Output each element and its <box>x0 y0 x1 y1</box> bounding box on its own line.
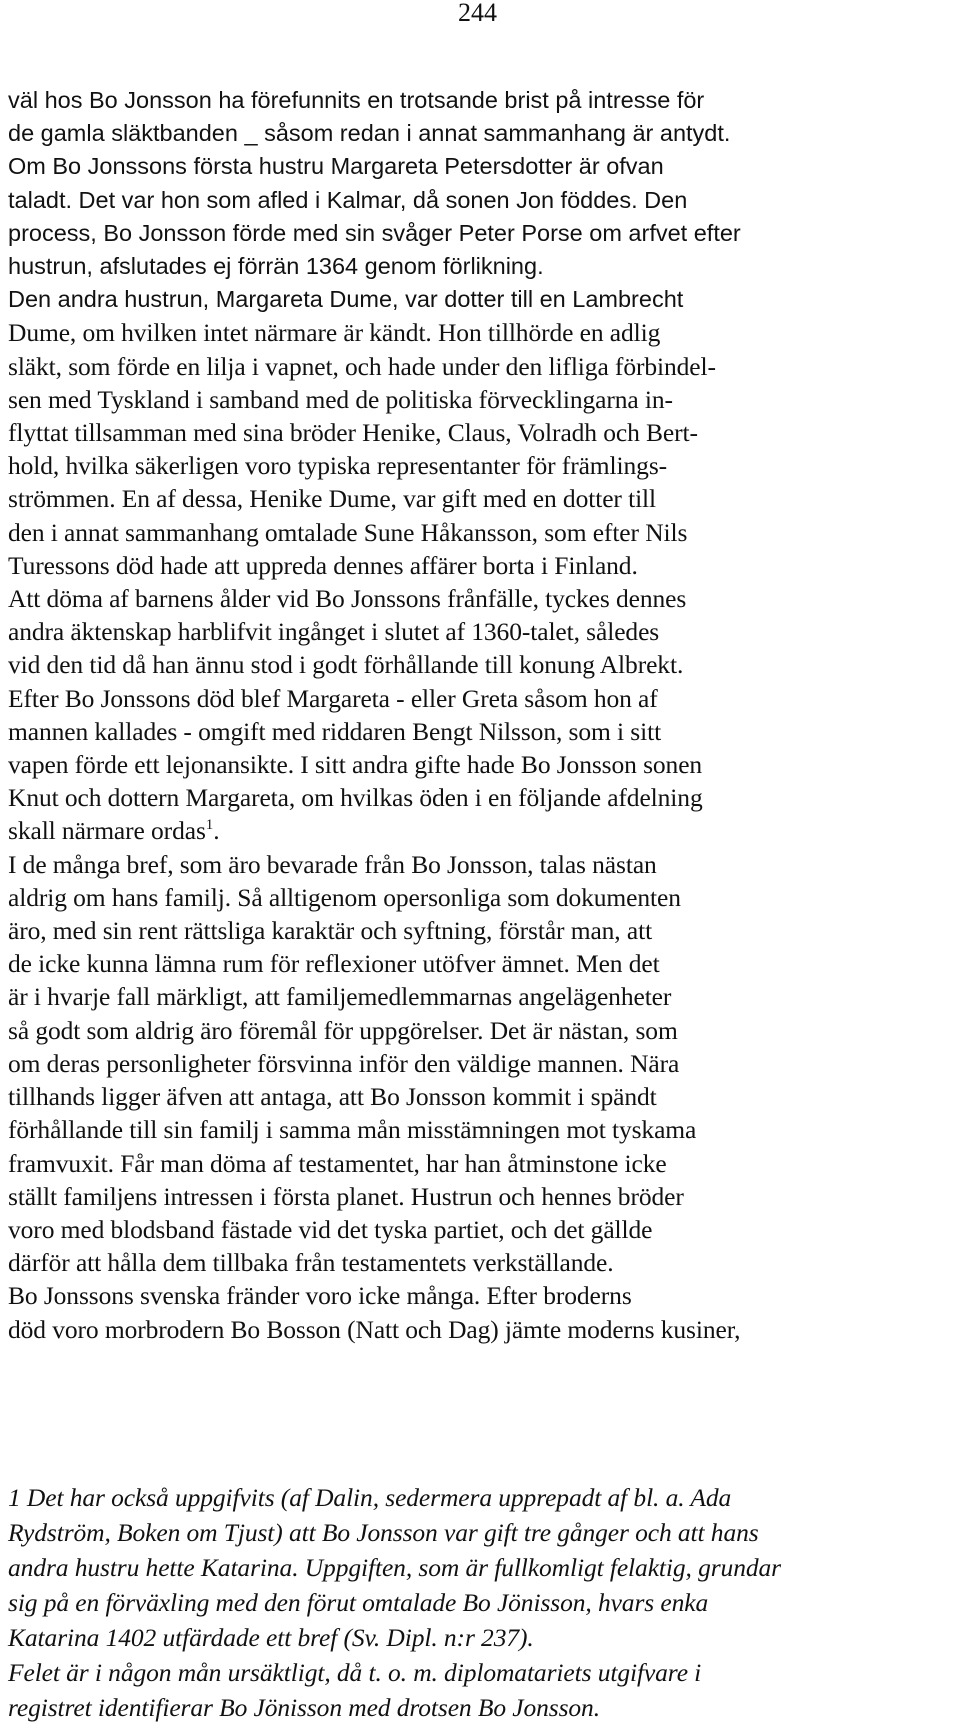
body-line: taladt. Det var hon som afled i Kalmar, då sonen Jon föddes. Den <box>8 186 688 213</box>
body-line-with-footnote-ref <box>8 814 953 847</box>
footnote-ref-1: 1 <box>205 817 214 834</box>
body-line: de gamla släktbanden _ såsom redan i annat sammanhang är antydt. <box>8 120 731 147</box>
body-line: sen med Tyskland i samband med de politiska förvecklingarna in- <box>8 384 673 414</box>
body-line: strömmen. En af dessa, Henike Dume, var gift med en dotter till <box>8 484 657 514</box>
footnote-line: andra hustru hette Katarina. Uppgiften, som är fullkomligt felaktig, grundar <box>8 1553 781 1582</box>
body-line: Efter Bo Jonssons död blef Margareta - eller Greta såsom hon af <box>8 683 658 713</box>
body-text <box>8 84 953 1346</box>
body-line: Turessons död hade att uppreda dennes affärer borta i Finland. <box>8 550 638 580</box>
body-line: Dume, om hvilken intet närmare är kändt. Hon tillhörde en adlig <box>8 318 661 348</box>
body-line: vid den tid då han ännu stod i godt förhållande till konung Albrekt. <box>8 650 684 680</box>
body-line-text: skall närmare ordas <box>8 816 206 846</box>
body-line: äro, med sin rent rättsliga karaktär och syftning, förstår man, att <box>8 916 653 946</box>
body-line: förhållande till sin familj i samma mån misstämningen mot tyskama <box>8 1115 697 1145</box>
body-line: hustrun, afslutades ej förrän 1364 genom förlikning. <box>8 253 544 280</box>
body-line: död voro morbrodern Bo Bosson (Natt och Dag) jämte moderns kusiner, <box>8 1314 741 1344</box>
body-line: framvuxit. Får man döma af testamentet, har han åtminstone icke <box>8 1148 667 1178</box>
body-line: de icke kunna lämna rum för reflexioner utöfver ämnet. Men det <box>8 949 660 979</box>
body-line: Bo Jonssons svenska fränder voro icke många. Efter broderns <box>8 1281 632 1311</box>
body-line: process, Bo Jonsson förde med sin svåger Peter Porse om arfvet efter <box>8 219 741 246</box>
body-line: Att döma af barnens ålder vid Bo Jonssons frånfälle, tyckes dennes <box>8 584 687 614</box>
body-line: Knut och dottern Margareta, om hvilkas öden i en följande afdelning <box>8 783 703 813</box>
body-line: Den andra hustrun, Margareta Dume, var dotter till en Lambrecht <box>8 286 684 313</box>
line-end-punctuation: . <box>213 816 220 846</box>
page-number: 244 <box>458 0 497 27</box>
body-line: ställt familjens intressen i första planet. Hustrun och hennes bröder <box>8 1181 684 1211</box>
body-line: tillhands ligger äfven att antaga, att Bo Jonsson kommit i spändt <box>8 1082 657 1112</box>
body-line: så godt som aldrig äro föremål för uppgörelser. Det är nästan, som <box>8 1015 678 1045</box>
body-line: därför att hålla dem tillbaka från testamentets verkställande. <box>8 1248 614 1278</box>
body-line: släkt, som förde en lilja i vapnet, och hade under den lifliga förbindel- <box>8 351 716 381</box>
body-line: andra äktenskap harblifvit ingånget i slutet af 1360-talet, således <box>8 617 660 647</box>
footnote-line: Rydström, Boken om Tjust) att Bo Jonsson var gift tre gånger och att hans <box>8 1518 759 1547</box>
body-line: är i hvarje fall märkligt, att familjemedlemmarnas angelägenheter <box>8 982 672 1012</box>
footnote-line: 1 Det har också uppgifvits (af Dalin, sedermera upprepadt af bl. a. Ada <box>8 1483 732 1512</box>
body-line: hold, hvilka säkerligen voro typiska representanter för främlings- <box>8 451 668 481</box>
footnote-line: Felet är i någon mån ursäktligt, då t. o. m. diplomatariets utgifvare i <box>8 1658 702 1687</box>
body-line: väl hos Bo Jonsson ha förefunnits en trotsande brist på intresse för <box>8 87 705 113</box>
footnote-line: Katarina 1402 utfärdade ett bref (Sv. Dipl. n:r 237). <box>8 1623 534 1652</box>
body-line: I de många bref, som äro bevarade från Bo Jonsson, talas nästan <box>8 849 657 879</box>
footnotes <box>8 1480 953 1725</box>
body-line: flyttat tillsamman med sina bröder Henike, Claus, Volradh och Bert- <box>8 418 698 448</box>
body-line: voro med blodsband fästade vid det tyska partiet, och det gällde <box>8 1214 653 1244</box>
body-line: aldrig om hans familj. Så alltigenom opersonliga som dokumenten <box>8 882 681 912</box>
footnote-line: registret identifierar Bo Jönisson med drotsen Bo Jonsson. <box>8 1693 600 1722</box>
body-line: vapen förde ett lejonansikte. I sitt andra gifte hade Bo Jonsson sonen <box>8 750 703 780</box>
body-line: Om Bo Jonssons första hustru Margareta Petersdotter är ofvan <box>8 153 664 180</box>
body-line: den i annat sammanhang omtalade Sune Håkansson, som efter Nils <box>8 517 688 547</box>
footnote-line: sig på en förväxling med den förut omtalade Bo Jönisson, hvars enka <box>8 1588 709 1617</box>
body-line: om deras personligheter försvinna inför den väldige mannen. Nära <box>8 1048 680 1078</box>
body-line: mannen kallades - omgift med riddaren Bengt Nilsson, som i sitt <box>8 716 662 746</box>
